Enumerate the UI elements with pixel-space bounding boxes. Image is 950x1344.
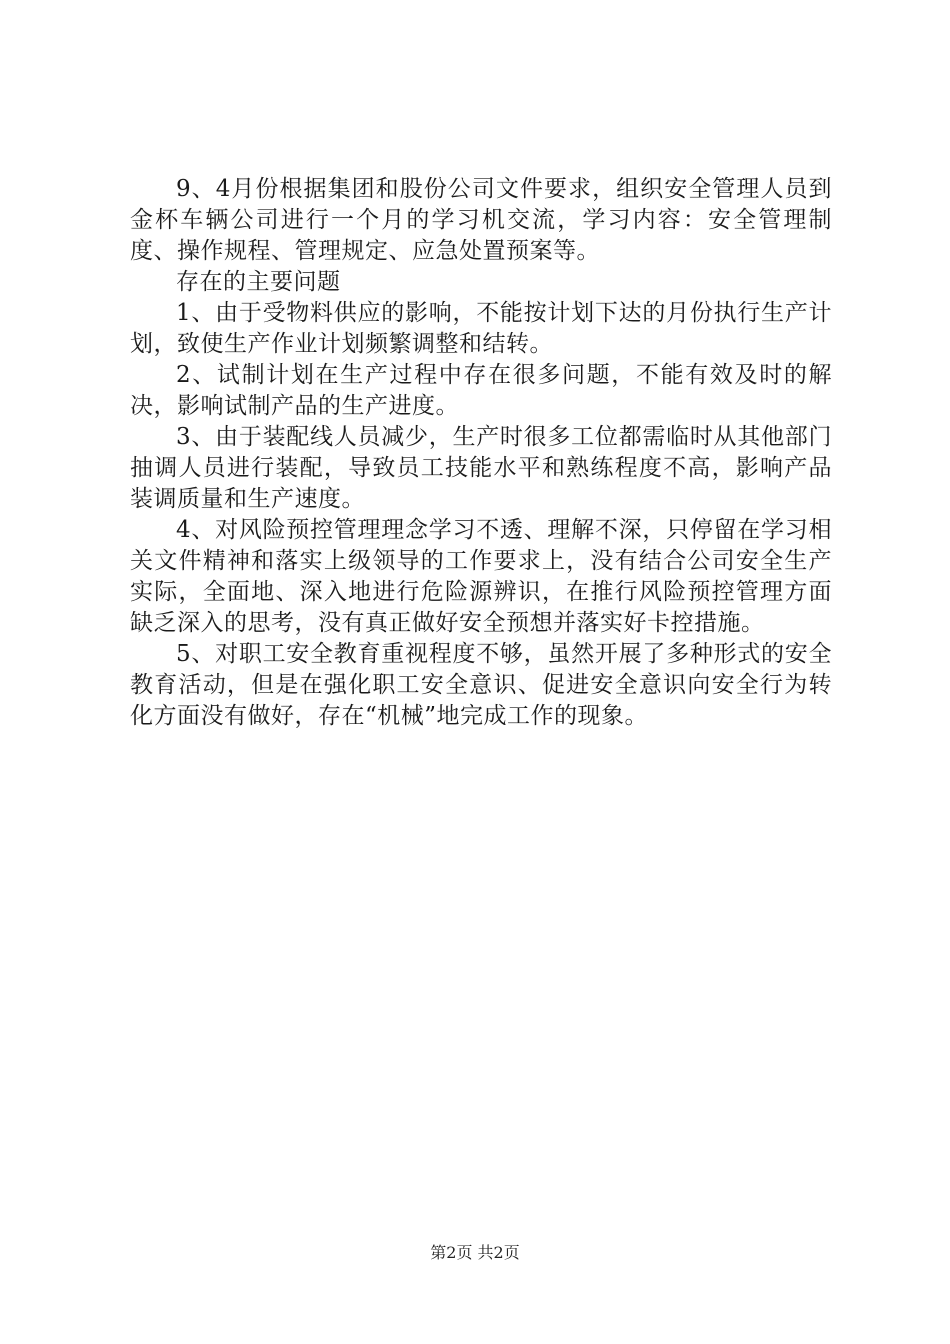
section-heading-main-problems: 存在的主要问题	[176, 269, 341, 295]
document-body	[130, 174, 832, 732]
paragraph-problem-3: 3、由于装配线人员减少，生产时很多工位都需临时从其他部门抽调人员进行装配，导致员工技能水平和熟练程度不高，影响产品装调质量和生产速度。	[130, 424, 832, 512]
paragraph-problem-4: 4、对风险预控管理理念学习不透、理解不深，只停留在学习相关文件精神和落实上级领导的工作要求上，没有结合公司安全生产实际，全面地、深入地进行危险源辨识，在推行风险预控管理方面缺乏深入的思考，没有真正做好安全预想并落实好卡控措施。	[130, 517, 832, 636]
paragraph-problem-1: 1、由于受物料供应的影响，不能按计划下达的月份执行生产计划，致使生产作业计划频繁调整和结转。	[130, 300, 832, 357]
page-number-footer: 第2页 共2页	[430, 1243, 520, 1262]
paragraph-item-9: 9、4月份根据集团和股份公司文件要求，组织安全管理人员到金杯车辆公司进行一个月的学习机交流，学习内容：安全管理制度、操作规程、管理规定、应急处置预案等。	[130, 176, 832, 264]
paragraph-problem-5: 5、对职工安全教育重视程度不够，虽然开展了多种形式的安全教育活动，但是在强化职工安全意识、促进安全意识向安全行为转化方面没有做好，存在“机械”地完成工作的现象。	[130, 641, 832, 729]
paragraph-problem-2: 2、试制计划在生产过程中存在很多问题，不能有效及时的解决，影响试制产品的生产进度。	[130, 362, 832, 419]
